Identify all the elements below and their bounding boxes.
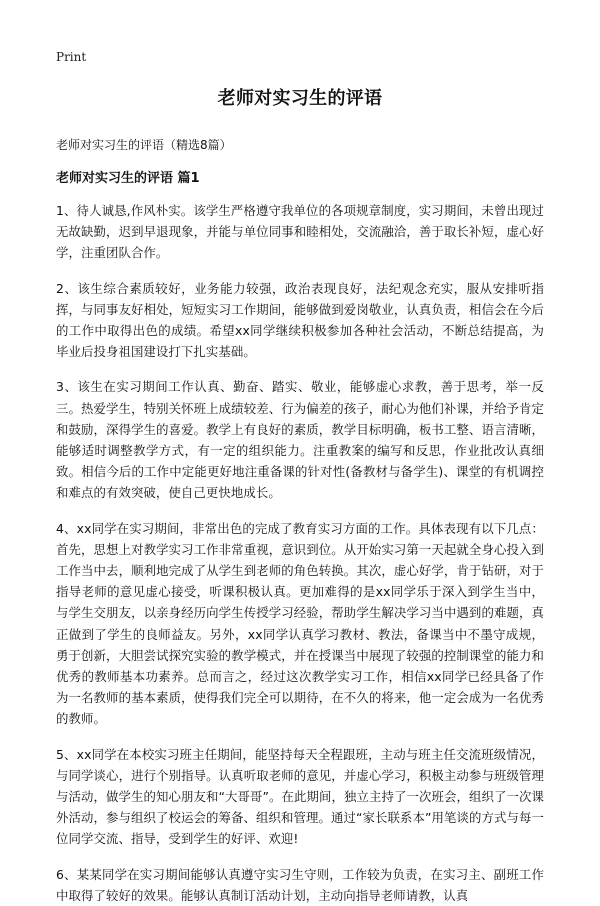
paragraph-5: 5、xx同学在本校实习班主任期间，能坚持每天全程跟班，主动与班主任交流班级情况，与同学谈心，进行个别指导。认真听取老师的意见，并虚心学习，积极主动参与班级管理与活动，做学生的知心朋友和“大哥哥”。在此期间，独立主持了一次班会，组织了一次课外活动，参与组织了校运会的筹备、组织和管理。通过“家长联系本”用笔谈的方式与每一位同学交流、指导，受到学生的好评、欢迎! bbox=[56, 746, 544, 847]
document-subtitle: 老师对实习生的评语（精选8篇） bbox=[56, 138, 232, 152]
paragraph-3: 3、该生在实习期间工作认真、勤奋、踏实、敬业，能够虚心求教，善于思考，举一反三。热爱学生，特别关怀班上成绩较差、行为偏差的孩子，耐心为他们补课，并给予肯定和鼓励，深得学生的喜爱。教学上有良好的素质，教学目标明确，板书工整、语言清晰，能够适时调整教学方式，有一定的组织能力。注重教案的编写和反思，作业批改认真细致。相信今后的工作中定能更好地注重备课的针对性(备教材与备学生)、课堂的有机调控和难点的有效突破，使自己更快地成长。 bbox=[56, 379, 544, 501]
section-heading: 老师对实习生的评语 篇1 bbox=[56, 171, 200, 186]
paragraph-1: 1、待人诚恳,作风朴实。该学生严格遵守我单位的各项规章制度，实习期间，未曾出现过无故缺勤，迟到早退现象，并能与单位同事和睦相处，交流融洽，善于取长补短，虚心好学，注重团队合作。 bbox=[56, 203, 544, 261]
paragraph-2: 2、该生综合素质较好，业务能力较强，政治表现良好，法纪观念充实，服从安排听指挥，与同事友好相处，短短实习工作期间，能够做到爱岗敬业，认真负责，相信会在今后的工作中取得出色的成绩。希望xx同学继续积极参加各种社会活动，不断总结提高，为毕业后投身祖国建设打下扎实基础。 bbox=[56, 280, 544, 360]
print-link[interactable]: Print bbox=[56, 50, 87, 64]
document-title: 老师对实习生的评语 bbox=[217, 88, 383, 109]
paragraph-6: 6、某某同学在实习期间能够认真遵守实习生守则，工作较为负责，在实习主、副班工作中取得了较好的效果。能够认真制订活动计划，主动向指导老师请教，认真 bbox=[56, 866, 544, 903]
paragraph-4: 4、xx同学在实习期间，非常出色的完成了教育实习方面的工作。具体表现有以下几点：首先，思想上对教学实习工作非常重视，意识到位。从开始实习第一天起就全身心投入到工作当中去，顺利地完成了从学生到老师的角色转换。其次，虚心好学，肯于钻研，对于指导老师的意见虚心接受，听课积极认真。更加难得的是xx同学乐于深入到学生当中，与学生交朋友，以亲身经历向学生传授学习经验，帮助学生解决学习当中遇到的难题，真正做到了学生的良师益友。另外，xx同学认真学习教材、教法，备课当中不墨守成规，勇于创新，大胆尝试探究实验的教学模式，并在授课当中展现了较强的控制课堂的能力和优秀的教师基本功素养。总而言之，经过这次教学实习工作，相信xx同学已经具备了作为一名教师的基本素质，使得我们完全可以期待，在不久的将来，他一定会成为一名优秀的教师。 bbox=[56, 520, 544, 727]
